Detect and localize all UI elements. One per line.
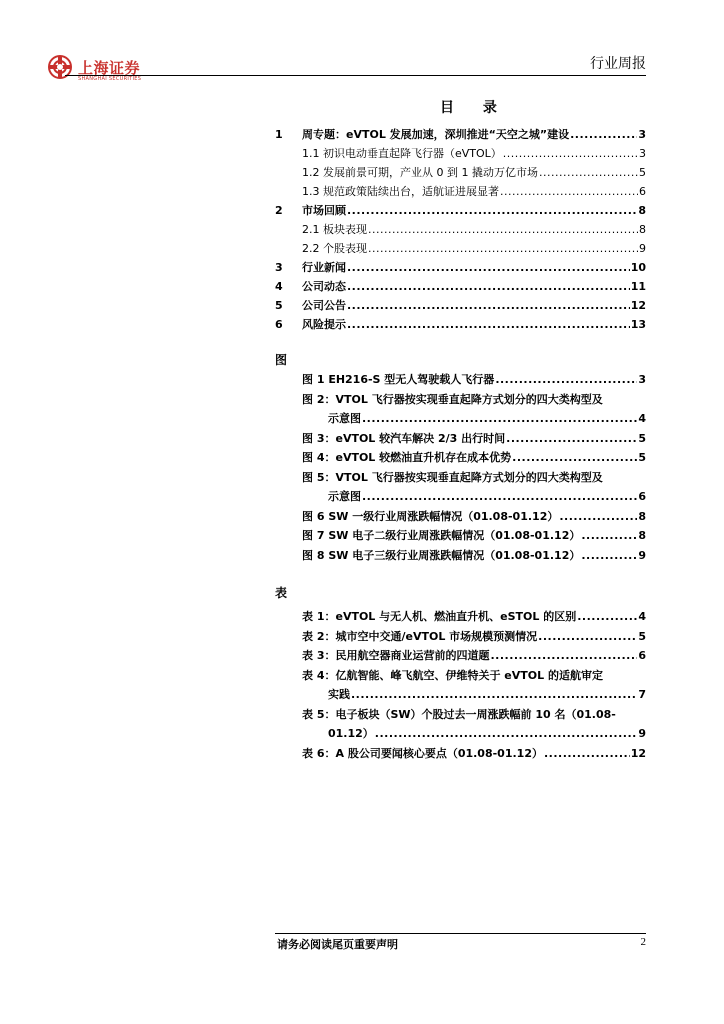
entry-title: 表 4：亿航智能、峰飞航空、伊维特关于 eVTOL 的适航审定 [302, 668, 603, 682]
dot-leader [362, 489, 637, 505]
dot-leader [503, 146, 638, 162]
chapter-number: 3 [275, 261, 283, 274]
toc-chapter[interactable] [0, 317, 724, 333]
entry-page-number: 6 [639, 185, 646, 198]
entry-page-number: 12 [630, 746, 646, 760]
entry-title: 周专题：eVTOL 发展加速，深圳推进“天空之城”建设 [302, 128, 570, 141]
entry-page-number: 5 [638, 431, 646, 445]
entry-page-number: 10 [630, 261, 646, 274]
header-divider [65, 75, 646, 76]
toc-subsection[interactable] [0, 184, 724, 200]
entry-page-number: 4 [638, 610, 646, 623]
dot-leader [538, 629, 637, 645]
figure-entry[interactable] [0, 450, 724, 466]
toc-chapter[interactable] [0, 127, 724, 143]
entry-title: 公司动态 [302, 280, 346, 293]
dot-leader [347, 203, 637, 219]
table-entry[interactable] [0, 726, 724, 742]
toc-subsection[interactable] [0, 222, 724, 238]
entry-title: 图 3：eVTOL 较汽车解决 2/3 出行时间 [302, 431, 506, 445]
entry-title: 市场回顾 [302, 204, 346, 217]
page-number: 2 [640, 936, 646, 948]
table-entry-line [0, 707, 724, 723]
entry-page-number: 7 [638, 688, 646, 701]
chapter-number: 2 [275, 204, 283, 217]
toc-chapter[interactable] [0, 260, 724, 276]
entry-title: 2.2 个股表现 [302, 242, 367, 255]
toc-chapter[interactable] [0, 203, 724, 219]
table-entry-line [0, 668, 724, 684]
dot-leader [347, 317, 630, 333]
toc-subsection[interactable] [0, 241, 724, 257]
figure-entry-line [0, 392, 724, 408]
dot-leader [490, 648, 637, 664]
entry-title: 行业新闻 [302, 261, 346, 274]
dot-leader [347, 279, 630, 295]
entry-title: 图 2：VTOL 飞行器按实现垂直起降方式划分的四大类构型及 [302, 392, 603, 406]
figure-entry[interactable] [0, 548, 724, 564]
dot-leader [559, 509, 637, 525]
entry-title: 图 7 SW 电子二级行业周涨跌幅情况（01.08-01.12） [302, 529, 581, 542]
entry-page-number: 4 [638, 412, 646, 425]
entry-title: 实践 [328, 688, 350, 701]
dot-leader [375, 726, 638, 742]
figure-entry[interactable] [0, 528, 724, 544]
entry-title: 图 4：eVTOL 较燃油直升机存在成本优势 [302, 451, 512, 464]
table-entry[interactable] [0, 629, 724, 645]
entry-title: 图 1 EH216-S 型无人驾驶载人飞行器 [302, 373, 495, 386]
entry-title: 01.12） [328, 727, 374, 740]
toc-subsection[interactable] [0, 146, 724, 162]
entry-page-number: 8 [639, 223, 646, 236]
dot-leader [570, 127, 637, 143]
entry-page-number: 9 [638, 727, 646, 740]
figure-entry[interactable] [0, 411, 724, 427]
table-entry[interactable] [0, 746, 724, 762]
entry-title: 表 1：eVTOL 与无人机、燃油直升机、eSTOL 的区别 [302, 610, 577, 623]
toc-title: 目 录 [440, 100, 509, 116]
toc-subsection[interactable] [0, 165, 724, 181]
entry-page-number: 8 [638, 204, 646, 217]
entry-page-number: 11 [630, 280, 646, 293]
entry-page-number: 8 [638, 529, 646, 542]
logo-text-cn: 上海证券 [78, 59, 141, 77]
entry-title: 1.3 规范政策陆续出台，适航证进展显著 [302, 185, 499, 198]
entry-page-number: 9 [638, 548, 646, 562]
dot-leader [512, 450, 637, 466]
entry-title: 表 3：民用航空器商业运营前的四道题 [302, 649, 490, 662]
dot-leader [362, 411, 637, 427]
dot-leader [495, 372, 637, 388]
dot-leader [581, 548, 637, 564]
entry-page-number: 5 [638, 451, 646, 464]
entry-title: 图 5：VTOL 飞行器按实现垂直起降方式划分的四大类构型及 [302, 470, 603, 484]
dot-leader [368, 241, 638, 257]
figure-entry[interactable] [0, 372, 724, 388]
dot-leader [577, 609, 637, 625]
entry-title: 1.1 初识电动垂直起降飞行器（eVTOL） [302, 147, 502, 160]
footer-disclaimer: 请务必阅读尾页重要声明 [277, 938, 398, 951]
toc-chapter[interactable] [0, 279, 724, 295]
toc-chapter[interactable] [0, 298, 724, 314]
dot-leader [351, 687, 637, 703]
chapter-number: 4 [275, 280, 283, 293]
figure-entry[interactable] [0, 431, 724, 447]
entry-page-number: 5 [639, 166, 646, 179]
chapter-number: 1 [275, 128, 283, 141]
table-entry[interactable] [0, 648, 724, 664]
entry-page-number: 12 [630, 299, 646, 312]
entry-title: 示意图 [328, 412, 361, 425]
entry-page-number: 13 [630, 318, 646, 331]
logo-text-en: SHANGHAI SECURITIES [78, 76, 142, 82]
document-type: 行业周报 [590, 56, 646, 72]
entry-page-number: 3 [638, 373, 646, 386]
entry-page-number: 6 [638, 490, 646, 503]
figure-entry[interactable] [0, 489, 724, 505]
entry-title: 2.1 板块表现 [302, 223, 367, 236]
entry-title: 1.2 发展前景可期，产业从 0 到 1 撬动万亿市场 [302, 166, 538, 179]
entry-title: 表 6：A 股公司要闻核心要点（01.08-01.12） [302, 746, 543, 760]
entry-page-number: 9 [639, 242, 646, 255]
dot-leader [500, 184, 638, 200]
figure-entry-line [0, 470, 724, 486]
dot-leader [368, 222, 638, 238]
dot-leader [539, 165, 638, 181]
table-entry[interactable] [0, 687, 724, 703]
tables-section-label: 表 [275, 586, 288, 600]
entry-title: 表 2：城市空中交通/eVTOL 市场规模预测情况 [302, 629, 538, 643]
dot-leader [347, 298, 630, 314]
chapter-number: 6 [275, 318, 283, 331]
dot-leader [544, 746, 630, 762]
entry-page-number: 3 [639, 147, 646, 160]
entry-page-number: 6 [638, 649, 646, 662]
entry-title: 图 6 SW 一级行业周涨跌幅情况（01.08-01.12） [302, 509, 559, 523]
entry-title: 风险提示 [302, 318, 346, 331]
dot-leader [581, 528, 637, 544]
footer-divider [275, 933, 646, 934]
entry-title: 示意图 [328, 490, 361, 503]
table-entry[interactable] [0, 609, 724, 625]
dot-leader [506, 431, 637, 447]
entry-page-number: 5 [638, 629, 646, 643]
entry-title: 表 5：电子板块（SW）个股过去一周涨跌幅前 10 名（01.08- [302, 707, 616, 721]
entry-page-number: 8 [638, 509, 646, 523]
entry-page-number: 3 [638, 128, 646, 141]
chapter-number: 5 [275, 299, 283, 312]
entry-title: 图 8 SW 电子三级行业周涨跌幅情况（01.08-01.12） [302, 548, 581, 562]
dot-leader [347, 260, 630, 276]
figure-entry[interactable] [0, 509, 724, 525]
figures-section-label: 图 [275, 353, 288, 367]
entry-title: 公司公告 [302, 299, 346, 312]
